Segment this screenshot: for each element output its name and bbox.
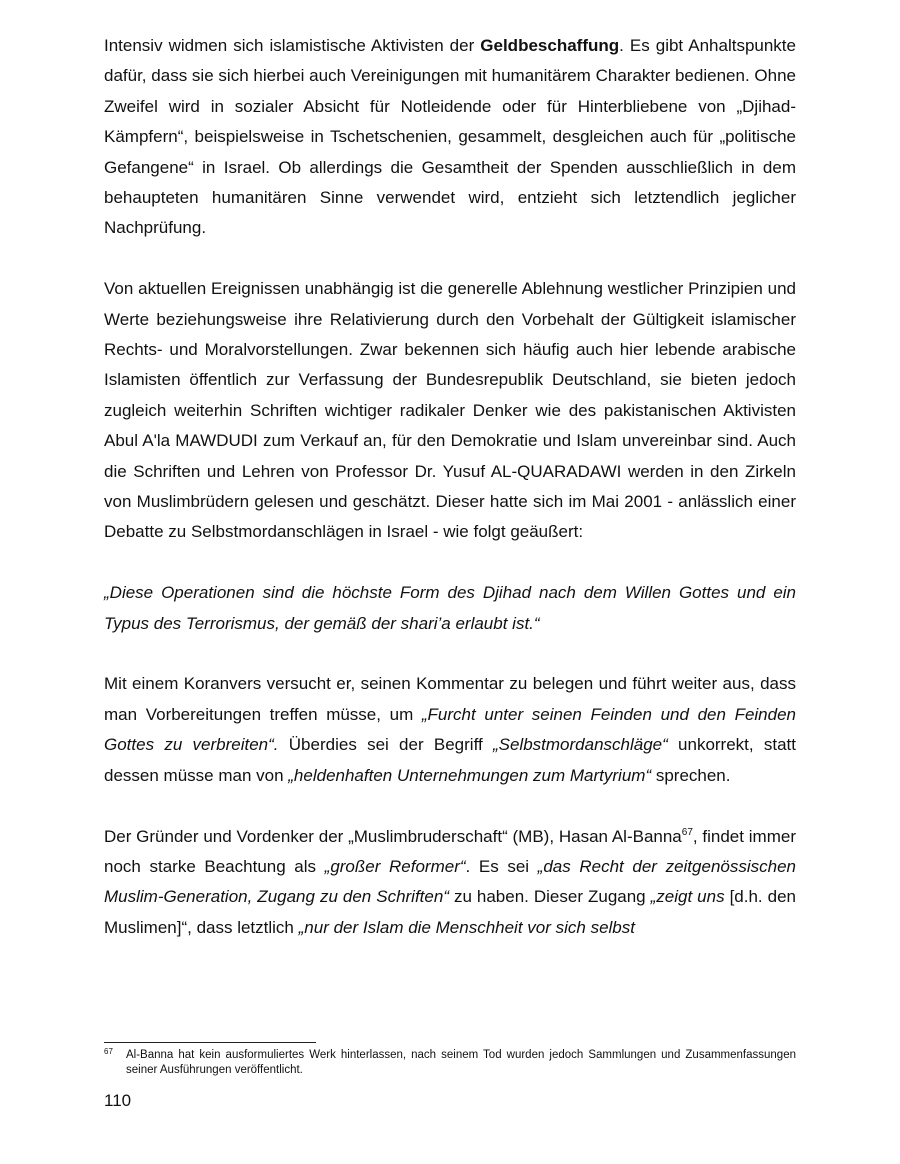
paragraph-funding: Intensiv widmen sich islamistische Aktivisten der Geldbeschaffung. Es gibt Anhaltspunkte dafür, dass sie sich hierbei auch Vereinigungen mit humanitärem Charakter bedienen. Ohne Zweifel wird in sozialer Absicht für Notleidende oder für Hinterbliebene von „Djihad-Kämpfern“, beispielsweise in Tschetschenien, gesammelt, desgleichen auch für „politische Gefangene“ in Israel. Ob allerdings die Gesamtheit der Spenden ausschließlich in dem behaupteten humanitären Sinne verwendet wird, entzieht sich letztendlich jeglicher Nachprüfung.	[104, 36, 796, 238]
body-text	[104, 31, 796, 974]
bold-term: Geldbeschaffung	[480, 36, 620, 55]
footnote	[104, 1048, 796, 1077]
footnote-number: 67	[104, 1047, 113, 1056]
paragraph-al-banna: Der Gründer und Vordenker der „Muslimbruderschaft“ (MB), Hasan Al-Banna$^{67}$, findet immer noch starke Beachtung als „großer Reformer“. Es sei „das Recht der zeitgenössischen Muslim-Generation, Zugang zu den Schriften“ zu haben. Dieser Zugang „zeigt uns [d.h. den Muslimen]“, dass letztlich „nur der Islam die Menschheit vor sich selbst	[104, 826, 796, 937]
page-number: 110	[104, 1091, 132, 1110]
footnote-divider	[104, 1042, 316, 1043]
footnote-ref[interactable]: 67	[681, 826, 693, 838]
paragraph-rejection: Von aktuellen Ereignissen unabhängig ist die generelle Ablehnung westlicher Prinzipien und Werte beziehungsweise ihre Relativierung durch den Vorbehalt der Gültigkeit islamischer Rechts- und Moralvorstellungen. Zwar bekennen sich häufig auch hier lebende arabische Islamisten öffentlich zur Verfassung der Bundesrepublik Deutschland, sie bieten jedoch zugleich weiterhin Schriften wichtiger radikaler Denker wie des pakistanischen Aktivisten Abul A'la MAWDUDI zum Verkauf an, für den Demokratie und Islam unvereinbar sind. Auch die Schriften und Lehren von Professor Dr. Yusuf AL-QUARADAWI werden in den Zirkeln von Muslimbrüdern gelesen und geschätzt. Dieser hatte sich im Mai 2001 - anlässlich einer Debatte zu Selbstmordanschlägen in Israel - wie folgt geäußert:	[104, 279, 796, 542]
footnote-text: Al-Banna hat kein ausformuliertes Werk hinterlassen, nach seinem Tod wurden jedoch Sammlungen und Zusammenfassungen seiner Ausführungen veröffentlicht.	[126, 1049, 796, 1076]
block-quote: „Diese Operationen sind die höchste Form des Djihad nach dem Willen Gottes und ein Typus des Terrorismus, der gemäß der shari’a erlaubt ist.“	[104, 583, 796, 633]
paragraph-koran-verse: Mit einem Koranvers versucht er, seinen Kommentar zu belegen und führt weiter aus, dass man Vorbereitungen treffen müsse, um „Furcht unter seinen Feinden und den Feinden Gottes zu verbreiten“. Überdies sei der Begriff „Selbstmordanschläge“ unkorrekt, statt dessen müsse man von „heldenhaften Unternehmungen zum Martyrium“ sprechen.	[104, 674, 797, 785]
